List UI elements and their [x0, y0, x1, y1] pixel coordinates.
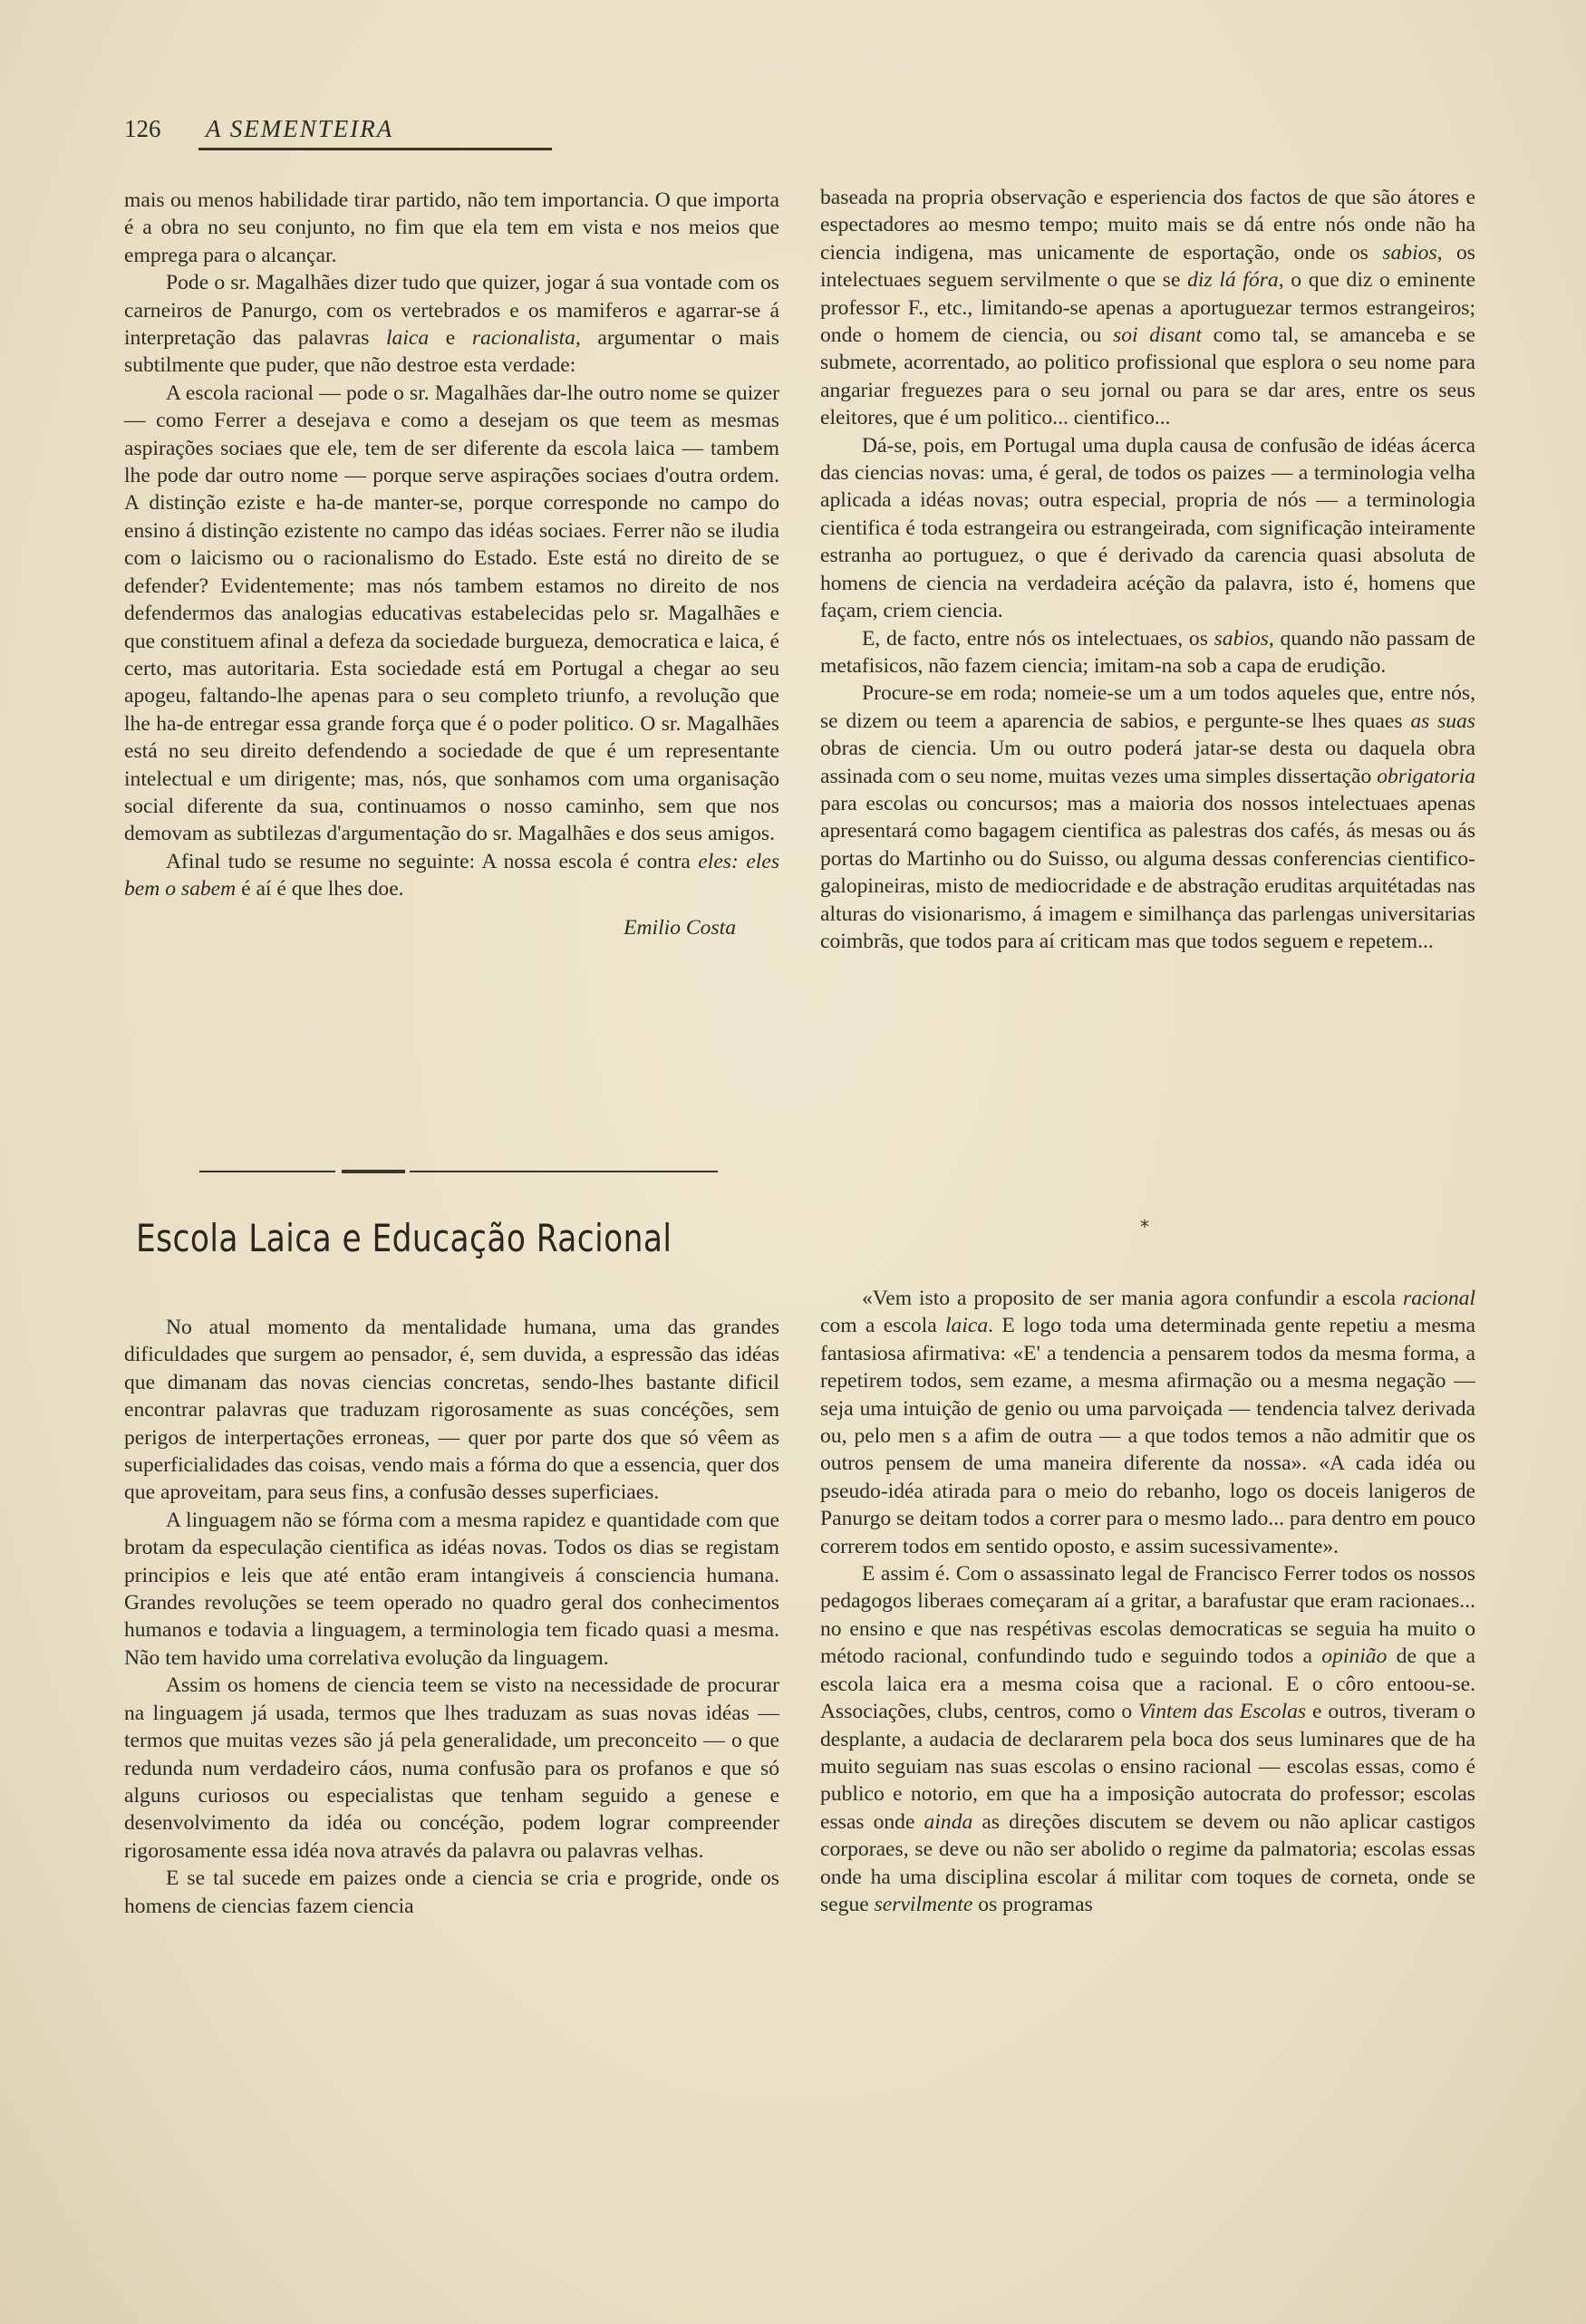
- paragraph: [124, 269, 779, 380]
- article-title: Escola Laica e Educação Racional: [136, 1216, 672, 1260]
- page-header: [124, 115, 1475, 151]
- italic-term: sabios: [1382, 240, 1437, 265]
- text-run: E, de facto, entre nós os intelectuaes, os: [862, 626, 1214, 651]
- text-run: os programas: [972, 1892, 1093, 1916]
- paragraph: Assim os homens de ciencia teem se visto na necessidade de procurar na linguagem já usada, termos que lhes traduzam as suas novas idéas — termos que muitas vezes são já pela generalidade, um preconceito — o que redunda num verdadeiro cáos, numa confusão para os profanos e que só alguns curiosos ou especialistas que tenham seguido a genese e desenvolvimento da idéa ou concéção, podem lograr compreender rigorosamente essa idéa nova através da palavra ou palavras velhas.: [124, 1673, 779, 1863]
- text-run: obras de ciencia. Um ou outro poderá jatar-se desta ou daquela obra assinada com o seu nome, muitas vezes uma simples dissertação: [820, 737, 1475, 788]
- italic-term: as suas: [1410, 709, 1475, 733]
- text-run: e: [429, 326, 472, 351]
- article-separator: [199, 1171, 725, 1176]
- italic-term: eles: eles bem o sabem: [124, 849, 779, 902]
- text-run: e outros, tiveram o desplante, a audacia de declararem pela boca dos seus luminares que de ha muito seguiam nas suas escolas o ensino racional — escolas essas, como é publico e notorio, em que ha a imposição autocrata do professor; escolas essas onde: [820, 1700, 1475, 1834]
- italic-term: soi disant: [1113, 323, 1202, 348]
- text-run: com a escola: [820, 1314, 945, 1338]
- text-run: , argumentar o mais subtilmente que puder, que não destroe esta verdade:: [124, 326, 779, 378]
- paragraph: [820, 625, 1475, 680]
- italic-term: Vintem das Escolas: [1138, 1700, 1307, 1724]
- italic-term: sabios: [1214, 626, 1269, 651]
- paragraph: [124, 848, 779, 903]
- text-run: , o que diz o eminente professor F., etc., limitando-se apenas a aportuguezar termos estrangeiros; onde o homem de ciencia, ou: [820, 268, 1475, 348]
- left-column-top: [124, 187, 779, 941]
- left-column-bottom: [124, 1314, 779, 1920]
- paragraph: [820, 184, 1475, 432]
- paragraph: No atual momento da mentalidade humana, uma das grandes dificuldades que surgem ao pensador, é, sem duvida, a espressão das idéas que dimanam das novas ciencias concretas, sendo-lhes bastante dificil encontrar palavras que traduzam rigorosamente as suas concéções, sem perigos de interpertações erroneas, — quer por parte dos que só vêem as superficialidades das coisas, vendo mais a fórma do que a essencia, quer dos que aproveitam, para seus fins, a confusão desses superficiaes.: [124, 1316, 779, 1505]
- text-run: baseada na propria observação e esperiencia dos factos de que são átores e espectadores ao mesmo tempo; muito mais se dá entre nós onde não ha ciencia indigena, mas unicamente de esportação, onde os: [820, 186, 1475, 265]
- italic-term: laica: [386, 326, 430, 351]
- text-run: , quando não passam de metafisicos, não fazem ciencia; imitam-na sob a capa de erudição.: [820, 626, 1475, 678]
- paragraph: E se tal sucede em paizes onde a ciencia se cria e progride, onde os homens de ciencias fazem ciencia: [124, 1866, 779, 1918]
- text-run: Pode o sr. Magalhães dizer tudo que quizer, jogar á sua vontade com os carneiros de Panurgo, com os vertebrados e os mamiferos e agarrar-se á interpretação das palavras: [124, 271, 779, 351]
- text-run: para escolas ou concursos; mas a maioria dos nossos intelectuaes apenas apresentará como bagagem cientifica as palestras dos cafés, ás mesas ou ás portas do Martinho ou do Suisso, ou alguma dessas conferencias cientifico-galopineiras, misto de mediocridade e de abstração eruditas arquitétadas nas alturas do visionarismo, á imagem e similhança das parlengas universitarias coimbrãs, que todos para aí criticam mas que todos seguem e repetem...: [820, 791, 1475, 953]
- paragraph: A escola racional — pode o sr. Magalhães dar-lhe outro nome se quizer — como Ferrer a desejava e como a desejam os que teem as mesmas aspirações sociaes que ele, tem de ser diferente da escola laica — tambem lhe pode dar outro nome — porque serve aspirações sociaes d'outra ordem. A distinção eziste e ha-de manter-se, porque corresponde no campo do ensino á distinção ezistente no campo das idéas sociaes. Ferrer não se iludia com o laicismo ou o racionalismo do Estado. Este está no direito de se defender? Evidentemente; mas nós tambem estamos no direito de nos defendermos das analogias educativas estabelecidas pelo sr. Magalhães e que constituem afinal a defeza da sociedade burgueza, democratica e laica, é certo, mas autoritaria. Esta sociedade está em Portugal a chegar ao seu apogeu, faltando-lhe apenas para o seu completo triunfo, a revolução que lhe ha-de entregar essa grande força que é o poder politico. O sr. Magalhães está no seu direito defendendo a sociedade de que é um representante intelectual e um dirigente; mas, nós, que sonhamos com uma organisação social diferente da sua, continuamos o nosso caminho, sem que nos demovam as subtilezas d'argumentação do sr. Magalhães e dos seus amigos.: [124, 381, 779, 846]
- italic-term: laica: [944, 1314, 989, 1338]
- text-run: Afinal tudo se resume no seguinte: A nossa escola é contra: [166, 849, 699, 873]
- text-run: . E logo toda uma determinada gente repetiu a mesma fantasiosa afirmativa: «E' a tendencia a pensarem todos da mesma forma, a repetirem todos, sem ezame, a mesma afirmação ou a mesma negação — seja uma intuição de genio ou uma parvoiçada — tendencia talvez derivada ou, pelo men s a afim de outra — a que todos temos a não admitir que os outros pensem de uma maneira diferente da nossa». «A cada idéa ou pseudo-idéa atirada para o meio do rebanho, logo os doceis lanigeros de Panurgo se deitam todos a correr para o mesmo lado... para dentro em pouco correrem todos em sentido oposto, e assim sucessivamente».: [820, 1314, 1475, 1558]
- text-run: «Vem isto a proposito de ser mania agora confundir a escola: [862, 1287, 1404, 1310]
- text-run: Procure-se em roda; nomeie-se um a um todos aqueles que, entre nós, se dizem ou teem a aparencia de sabios, e pergunte-se lhes quaes: [820, 681, 1475, 733]
- paragraph: [820, 680, 1475, 955]
- italic-term: racionalista: [471, 326, 575, 351]
- paragraph: Dá-se, pois, em Portugal uma dupla causa de confusão de idéas ácerca das ciencias novas: uma, é geral, de todos os paizes — a terminologia velha aplicada a idéas novas; outra especial, propria de nós — a terminologia cientifica é toda estrangeira ou estrangeirada, com significação inteiramente estranha ao portuguez, o que é derivado da carencia quasi absoluta de homens de ciencia na verdadeira acéção da palavra, isto é, homens que façam, criem ciencia.: [820, 433, 1475, 623]
- page-number: 126: [124, 115, 161, 142]
- text-run: como tal, se amanceba e se submete, acorrentado, ao politico profissional que esplora o seu nome para angariar freguezes para o seu jornal ou para se dar ares, entre os seus eleitores, que é um politico... cientifico...: [820, 323, 1475, 430]
- section-star: *: [1140, 1216, 1149, 1238]
- italic-term: servilmente: [874, 1892, 973, 1916]
- separator-rule: [410, 1171, 718, 1172]
- italic-term: opinião: [1321, 1644, 1388, 1669]
- italic-term: racional: [1403, 1287, 1475, 1310]
- text-run: as direções discutem se devem ou não aplicar castigos corporaes, se deve ou não ser abolido o regime da palmatoria; escolas essas onde ha uma disciplina escolar á militar com toques de corneta, onde se segue: [820, 1809, 1475, 1916]
- italic-term: diz lá fóra: [1187, 268, 1279, 293]
- separator-rule: [199, 1171, 335, 1172]
- author-signature: Emilio Costa: [624, 915, 736, 940]
- text-run: é aí é que lhes doe.: [236, 877, 404, 902]
- paragraph: mais ou menos habilidade tirar partido, não tem importancia. O que importa é a obra no seu conjunto, no fim que ela tem em vista e nos meios que emprega para o alcançar.: [124, 188, 779, 267]
- text-run: E assim é. Com o assassinato legal de Francisco Ferrer todos os nossos pedagogos liberaes começaram aí a gritar, a barafustar que eram racionaes... no ensino e que nas respétivas escolas democraticas se seguia ha muito o método racional, confundindo tudo e seguindo todos a: [820, 1562, 1475, 1669]
- right-column-bottom: [820, 1285, 1475, 1918]
- paragraph: [820, 1285, 1475, 1560]
- paragraph: A linguagem não se fórma com a mesma rapidez e quantidade com que brotam da especulação cientifica as idéas novas. Todos os dias se registam principios e leis que até então eram intangiveis á consciencia humana. Grandes revoluções se teem operado no quadro geral dos conhecimentos humanos e todavia a linguagem, a terminologia tem ficado quasi a mesma. Não tem havido uma correlativa evolução da linguagem.: [124, 1508, 779, 1670]
- header-rule: [198, 148, 552, 150]
- paragraph: [820, 1560, 1475, 1918]
- text-run: , os intelectuaes seguem servilmente o que se: [820, 240, 1475, 293]
- right-column-top: [820, 184, 1475, 955]
- italic-term: ainda: [924, 1809, 973, 1834]
- journal-title: A SEMENTEIRA: [206, 115, 394, 142]
- text-run: de que a escola laica era a mesma coisa que a racional. E o côro entoou-se. Associações, clubs, centros, como o: [820, 1644, 1475, 1724]
- separator-rule: [342, 1170, 405, 1173]
- italic-term: obrigatoria: [1377, 764, 1475, 788]
